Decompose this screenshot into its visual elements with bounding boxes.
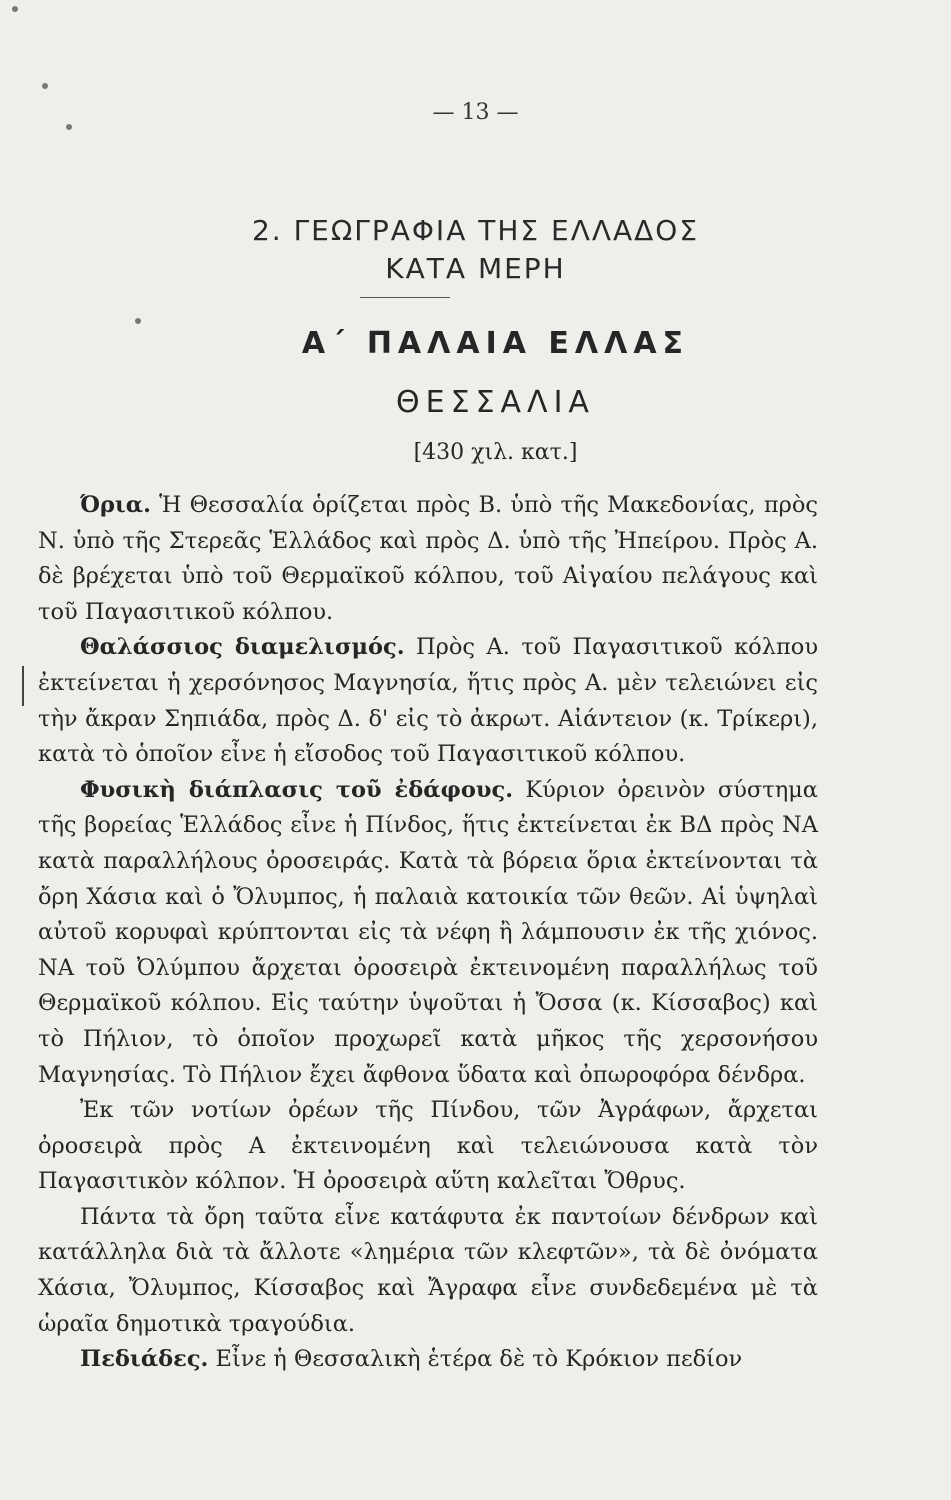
- chapter-title: 2. ΓΕΩΓΡΑΦΙΑ ΤΗΣ ΕΛΛΑΔΟΣ: [251, 214, 700, 247]
- paragraph: [38, 1342, 818, 1378]
- speck-mark: [135, 318, 141, 324]
- paragraph: [38, 773, 818, 1093]
- section-heading: Θαλάσσιος διαμελισμός.: [80, 634, 405, 661]
- page-number: — 13 —: [432, 100, 519, 125]
- paragraph-text: Πάντα τὰ ὄρη ταῦτα εἶνε κατάφυτα ἐκ παντοίων δένδρων καὶ κατάλληλα διὰ τὰ ἄλλοτε «λημέρια τῶν κλεφτῶν», τὰ δὲ ὀνόματα Χάσια, Ὄλυμπος, Κίσσαβος καὶ Ἄγραφα εἶνε συνδεδεμένα μὲ τὰ ὡραῖα δημοτικὰ τραγούδια.: [38, 1203, 818, 1337]
- divider-rule: [360, 297, 450, 298]
- paragraph-text: Ἐκ τῶν νοτίων ὀρέων τῆς Πίνδου, τῶν Ἀγράφων, ἄρχεται ὀροσειρὰ πρὸς Α ἐκτεινομένη καὶ τελειώνουσα κατὰ τὸν Παγασιτικὸν κόλπον. Ἡ ὀροσειρὰ αὕτη καλεῖται Ὄθρυς.: [38, 1097, 818, 1195]
- paragraph-text: Πρὸς Α. τοῦ Παγασιτικοῦ κόλπου ἐκτείνεται ἡ χερσόνησος Μαγνησία, ἥτις πρὸς Α. μὲν τελειώνει εἰς τὴν ἄκραν Σηπιάδα, πρὸς Δ. δ' εἰς τὸ ἀκρωτ. Αἰάντειον (κ. Τρίκερι), κατὰ τὸ ὁποῖον εἶνε ἡ εἴσοδος τοῦ Παγασιτικοῦ κόλπου.: [38, 634, 818, 768]
- section-heading: Όρια.: [80, 492, 151, 518]
- chapter-heading: [0, 212, 951, 288]
- part-title: Α΄ ΠΑΛΑΙΑ ΕΛΛΑΣ: [301, 326, 690, 361]
- chapter-subtitle: ΚΑΤΑ ΜΕΡΗ: [385, 252, 566, 285]
- paragraph-text: Ἡ Θεσσαλία ὁρίζεται πρὸς Β. ὑπὸ τῆς Μακεδονίας, πρὸς Ν. ὑπὸ τῆς Στερεᾶς Ἑλλάδος καὶ πρὸς Δ. ὑπὸ τῆς Ἠπείρου. Πρὸς Α. δὲ βρέχεται ὑπὸ τοῦ Θερμαϊκοῦ κόλπου, τοῦ Αἰγαίου πελάγους καὶ τοῦ Παγασιτικοῦ κόλπου.: [38, 492, 818, 625]
- speck-mark: [42, 83, 48, 89]
- paragraph: [38, 1093, 818, 1200]
- paragraph-text: Εἶνε ἡ Θεσσαλικὴ ἑτέρα δὲ τὸ Κρόκιον πεδίον: [215, 1346, 743, 1373]
- section-heading: Πεδιάδες.: [80, 1346, 209, 1373]
- paragraph: [38, 1200, 818, 1342]
- margin-mark: [22, 666, 24, 706]
- region-title: ΘΕΣΣΑΛΙΑ: [396, 385, 595, 420]
- area-note: [430 χιλ. κατ.]: [413, 440, 578, 465]
- paragraph: [38, 630, 818, 772]
- section-heading: Φυσικὴ διάπλασις τοῦ ἐδάφους.: [80, 776, 514, 803]
- paragraph-text: Κύριον ὀρεινὸν σύστημα τῆς βορείας Ἑλλάδος εἶνε ἡ Πίνδος, ἥτις ἐκτείνεται ἐκ ΒΔ πρὸς ΝΑ κατὰ παραλλήλους ὀροσειράς. Κατὰ τὰ βόρεια ὅρια ἐκτείνονται τὰ ὄρη Χάσια καὶ ὁ Ὄλυμπος, ἡ παλαιὰ κατοικία τῶν θεῶν. Αἱ ὑψηλαὶ αὐτοῦ κορυφαὶ κρύπτονται εἰς τὰ νέφη ἢ λάμπουσιν ἐκ τῆς χιόνος. ΝΑ τοῦ Ὀλύμπου ἄρχεται ὀροσειρὰ ἐκτεινομένη παραλλήλως τοῦ Θερμαϊκοῦ κόλπου. Εἰς ταύτην ὑψοῦται ἡ Ὄσσα (κ. Κίσσαβος) καὶ τὸ Πήλιον, τὸ ὁποῖον προχωρεῖ κατὰ μῆκος τῆς χερσονήσου Μαγνησίας. Τὸ Πήλιον ἔχει ἄφθονα ὕδατα καὶ ὀπωροφόρα δένδρα.: [38, 776, 818, 1088]
- paragraph: [38, 488, 818, 630]
- body-text: [38, 488, 818, 1378]
- speck-mark: [12, 6, 18, 12]
